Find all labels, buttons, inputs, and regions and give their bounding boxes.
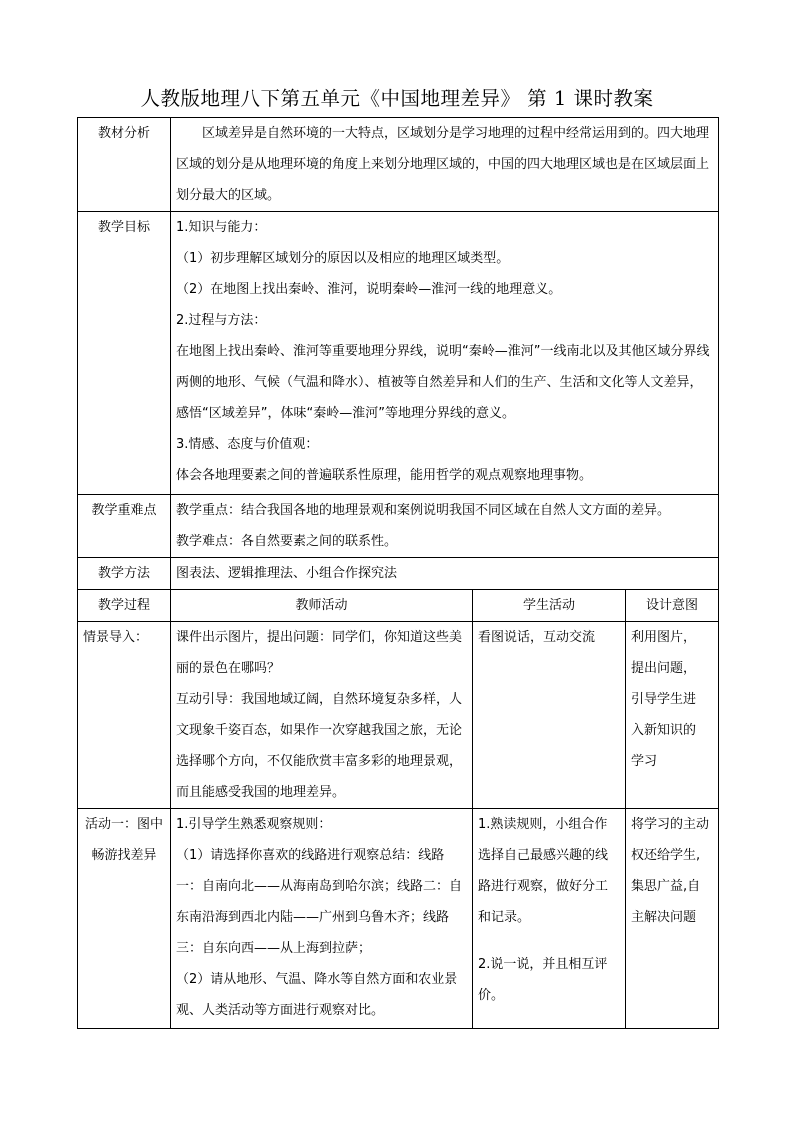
row-process-header — [78, 590, 719, 622]
row-label: 教学重难点 — [78, 495, 171, 558]
design-intent-header: 设计意图 — [626, 590, 719, 622]
teacher-activity-header: 教师活动 — [171, 590, 473, 622]
row-textbook-analysis — [78, 118, 719, 212]
row-activity-1 — [78, 809, 719, 1029]
goal-line: 1.知识与能力： — [176, 220, 267, 235]
activity-1-design-intent: 将学习的主动权还给学生,集思广益,自主解决问题 — [626, 809, 719, 1029]
teaching-methods-text: 图表法、逻辑推理法、小组合作探究法 — [171, 558, 719, 590]
lesson-plan-table — [77, 117, 719, 1029]
row-intro — [78, 622, 719, 809]
row-key-points — [78, 495, 719, 558]
goal-line: （2）在地图上找出秦岭、淮河，说明秦岭—淮河一线的地理意义。 — [176, 282, 562, 297]
activity-1-label: 活动一：图中畅游找差异 — [78, 809, 171, 1029]
teaching-goals-content — [171, 212, 719, 495]
goal-line: 在地图上找出秦岭、淮河等重要地理分界线，说明“秦岭—淮河”一线南北以及其他区域分界线两侧的地形、气候（气温和降水）、植被等自然差异和人们的生产、生活和文化等人文差异，感悟“区域差异”，体味“秦岭—淮河”等地理分界线的意义。 — [176, 344, 710, 421]
intro-teacher-activity: 课件出示图片，提出问题：同学们，你知道这些美丽的景色在哪吗？ 互动引导：我国地域辽阔，自然环境复杂多样，人文现象千姿百态，如果作一次穿越我国之旅，无论选择哪个方向，不仅能欣赏丰富多彩的地理景观，而且能感受我国的地理差异。 — [171, 622, 473, 809]
activity-1-student-activity: 1.熟读规则，小组合作选择自己最感兴趣的线路进行观察，做好分工和记录。 2.说一说，并且相互评价。 — [473, 809, 626, 1029]
goal-line: （1）初步理解区域划分的原因以及相应的地理区域类型。 — [176, 251, 510, 266]
intro-student-activity: 看图说话，互动交流 — [473, 622, 626, 809]
key-points-content — [171, 495, 719, 558]
goal-line: 2.过程与方法： — [176, 313, 267, 328]
process-header-label: 教学过程 — [78, 590, 171, 622]
key-point-line: 教学重点：结合我国各地的地理景观和案例说明我国不同区域在自然人文方面的差异。 — [176, 503, 671, 518]
goal-line: 3.情感、态度与价值观： — [176, 437, 319, 452]
textbook-analysis-text: 区域差异是自然环境的一大特点，区域划分是学习地理的过程中经常运用到的。四大地理区域的划分是从地理环境的角度上来划分地理区域的，中国的四大地理区域也是在区域层面上划分最大的区域。 — [171, 118, 719, 212]
intro-label: 情景导入： — [78, 622, 171, 809]
row-label: 教材分析 — [78, 118, 171, 212]
activity-1-teacher-activity: 1.引导学生熟悉观察规则： （1）请选择你喜欢的线路进行观察总结：线路一：自南向北——从海南岛到哈尔滨；线路二：自东南沿海到西北内陆——广州到乌鲁木齐；线路三：自东向西——从上海到拉萨； （2）请从地形、气温、降水等自然方面和农业景观、人类活动等方面进行观察对比。 — [171, 809, 473, 1029]
row-teaching-goals — [78, 212, 719, 495]
row-label: 教学目标 — [78, 212, 171, 495]
goal-line: 体会各地理要素之间的普遍联系性原理，能用哲学的观点观察地理事物。 — [176, 468, 593, 483]
row-teaching-methods — [78, 558, 719, 590]
intro-design-intent: 利用图片， 提出问题， 引导学生进 入新知识的 学习 — [626, 622, 719, 809]
row-label: 教学方法 — [78, 558, 171, 590]
page-title: 人教版地理八下第五单元《中国地理差异》 第 1 课时教案 — [140, 87, 654, 110]
student-activity-header: 学生活动 — [473, 590, 626, 622]
key-point-line: 教学难点：各自然要素之间的联系性。 — [176, 534, 398, 549]
